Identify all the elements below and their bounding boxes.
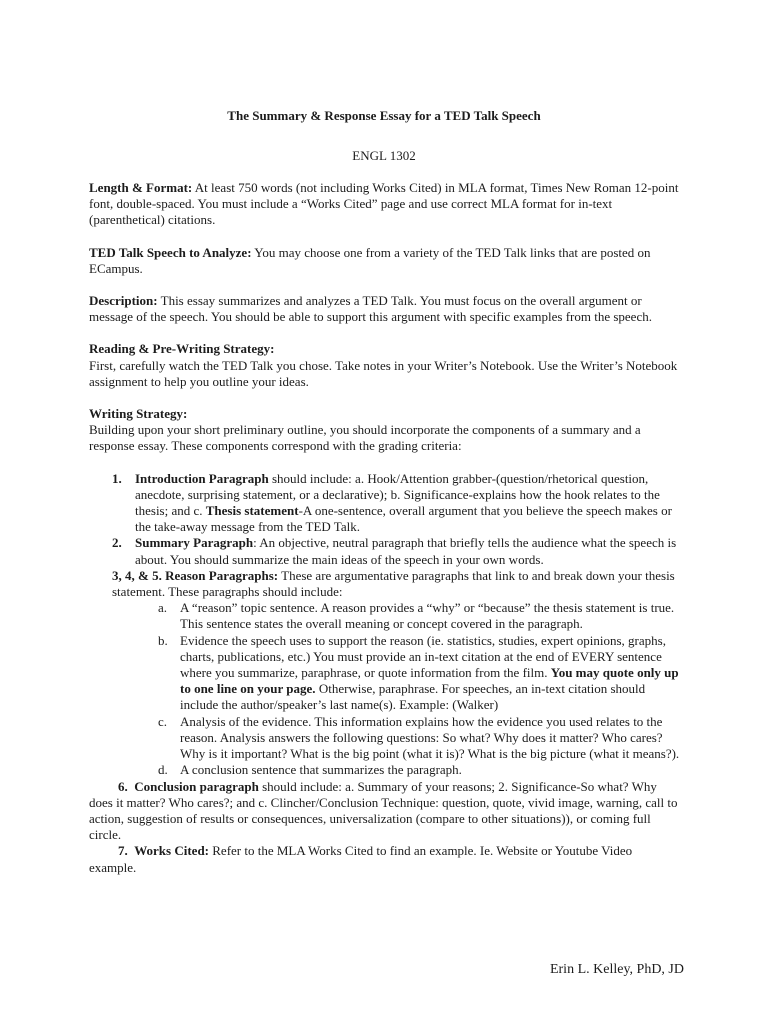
conclusion-text: should include: a. Summary of your reasons; 2. Significance-So what? Why does it matter? Who cares?; and c. Clincher/Conclusion Technique: question, quote, vivid image, warning, call to action, suggestion of results or consequences, universalization (compare to other situations)), or coming full circle. — [89, 778, 678, 843]
document-body — [89, 180, 681, 876]
list-item-works-cited — [89, 843, 681, 875]
thesis-statement-label: Thesis statement — [205, 503, 299, 519]
sub-letter: c. — [158, 713, 168, 729]
speech-to-analyze-text: You may choose one from a variety of the TED Talk links that are posted on ECampus. — [89, 244, 651, 276]
writing-strategy-section — [89, 406, 681, 455]
reason-sub-item-b — [89, 633, 681, 714]
description-label: Description: — [89, 293, 158, 309]
author-signature: Erin L. Kelley, PhD, JD — [549, 962, 684, 977]
reason-label: Reason Paragraphs: — [165, 567, 279, 583]
sub-letter: d. — [158, 762, 168, 778]
length-format-label: Length & Format: — [89, 180, 193, 195]
introduction-text-b: -A one-sentence, overall argument that you believe the speech makes or the take-away message from the TED Talk. — [135, 503, 672, 535]
sub-letter: a. — [158, 600, 168, 616]
introduction-text-a: should include: a. Hook/Attention grabber-(question/rhetorical question, anecdote, surprising statement, or a declarative); b. Significance-explains how the hook relates to the thesis; and c. — [135, 470, 660, 519]
description-section — [89, 293, 681, 325]
reason-sub-item-a — [89, 600, 681, 632]
conclusion-number: 6. — [118, 778, 128, 794]
sub-item-b-text-a: Evidence the speech uses to support the reason (ie. statistics, studies, expert opinions, graphs, charts, publications, etc.) You must provide an in-text citation at the end of EVERY sentence where you summarize, paraphrase, or quote information from the film. — [180, 632, 666, 681]
course-code: ENGL 1302 — [352, 148, 416, 163]
sub-item-a-text: A “reason” topic sentence. A reason provides a “why” or “because” the thesis statement is true. This sentence states the overall meaning or concept covered in the paragraph. — [180, 600, 675, 632]
reading-strategy-text: First, carefully watch the TED Talk you chose. Take notes in your Writer’s Notebook. Use the Writer’s Notebook assignment to help you outline your ideas. — [89, 357, 678, 389]
reason-text: These are argumentative paragraphs that link to and break down your thesis statement. These paragraphs should include: — [112, 567, 675, 600]
sub-letter: b. — [158, 632, 168, 648]
list-item-conclusion — [89, 779, 681, 844]
reading-strategy-section — [89, 341, 681, 390]
speech-to-analyze-section — [89, 245, 681, 277]
sub-item-d-text: A conclusion sentence that summarizes the paragraph. — [180, 762, 462, 778]
reading-strategy-label: Reading & Pre-Writing Strategy: — [89, 341, 275, 357]
length-format-section — [89, 180, 681, 229]
writing-strategy-label: Writing Strategy: — [89, 406, 188, 422]
sub-item-c-text: Analysis of the evidence. This information explains how the evidence you used relates to the reason. Analysis answers the following questions: So what? Why does it matter? Who cares? Why is it important? What is the big point (what it is)? What is the big picture (what it means?). — [180, 713, 680, 762]
list-number: 2. — [112, 535, 122, 551]
works-cited-label: Works Cited: — [134, 843, 209, 859]
list-item-summary — [89, 535, 681, 567]
writing-strategy-text: Building upon your short preliminary outline, you should incorporate the components of a summary and a response essay. These components correspond with the grading criteria: — [89, 422, 641, 454]
works-cited-number: 7. — [118, 843, 128, 859]
reason-number: 3, 4, & 5. — [112, 567, 162, 583]
grading-components-list — [89, 471, 681, 876]
list-item-introduction — [89, 471, 681, 536]
description-text: This essay summarizes and analyzes a TED Talk. You must focus on the overall argument or message of the speech. You should be able to support this argument with specific examples from the speech. — [89, 293, 652, 325]
conclusion-label: Conclusion paragraph — [134, 778, 259, 794]
document-title: The Summary & Response Essay for a TED Talk Speech — [227, 108, 541, 123]
works-cited-text: Refer to the MLA Works Cited to find an example. Ie. Website or Youtube Video example. — [89, 843, 633, 875]
list-item-reason — [89, 568, 681, 600]
introduction-label: Introduction Paragraph — [135, 470, 269, 486]
list-number: 1. — [112, 470, 122, 486]
reason-sub-item-c — [89, 714, 681, 763]
quote-limit-note: You may quote only up to one line on your page. — [180, 665, 679, 697]
sub-item-b-text-b: Otherwise, paraphrase. For speeches, an in-text citation should include the author/speaker’s last name(s). Example: (Walker) — [180, 681, 646, 713]
summary-label: Summary Paragraph — [135, 535, 254, 551]
speech-to-analyze-label: TED Talk Speech to Analyze: — [89, 244, 252, 260]
summary-text: : An objective, neutral paragraph that briefly tells the audience what the speech is about. You should summarize the main ideas of the speech in your own words. — [135, 535, 677, 567]
length-format-text: At least 750 words (not including Works Cited) in MLA format, Times New Roman 12-point font, double-spaced. You must include a “Works Cited” page and use correct MLA format for in-text (parenthetical) citations. — [89, 180, 679, 228]
reason-sub-item-d — [89, 762, 681, 778]
